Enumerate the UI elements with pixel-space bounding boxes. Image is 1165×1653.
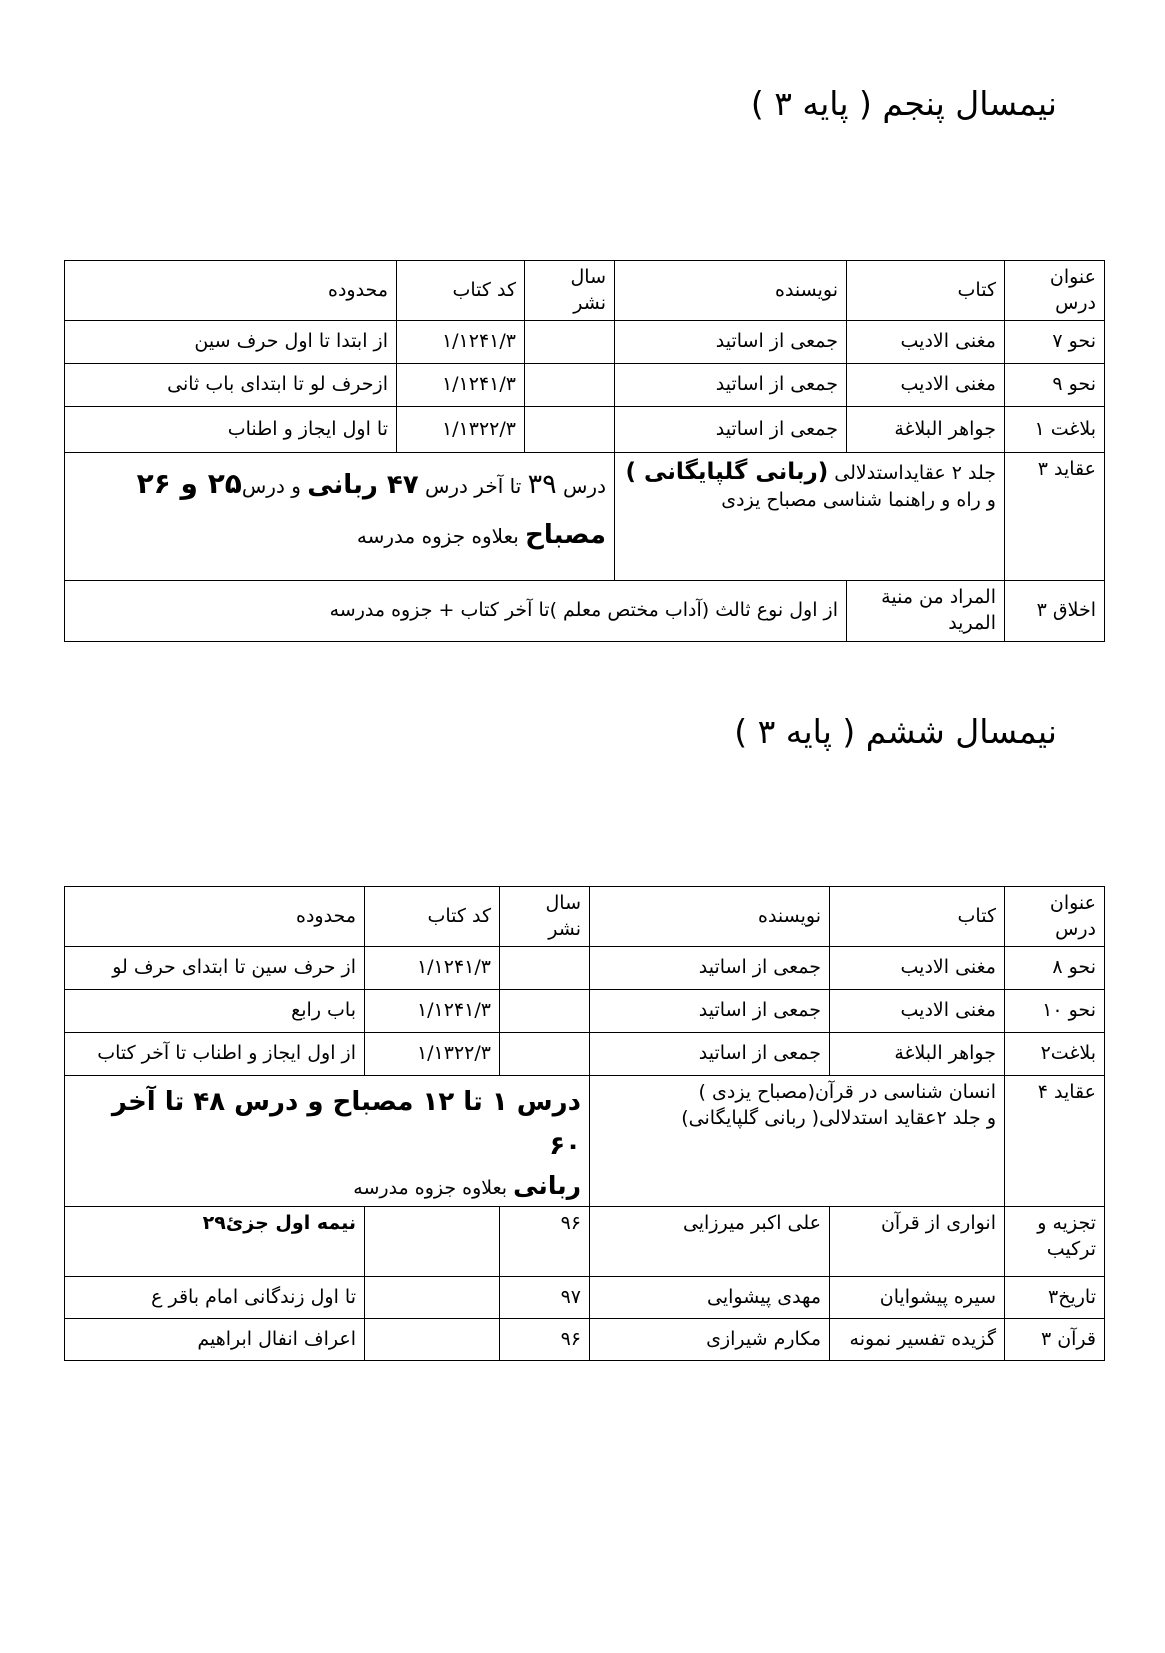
code-cell: ۱/۱۲۴۱/۳ [365,947,500,990]
book-cell: مغنی الادیب [830,990,1005,1033]
table-row-aqaid [65,453,1105,581]
range-cell [65,1076,590,1207]
table-row-akhlaq [65,581,1105,641]
header-code: کد کتاب [397,261,525,321]
book-cell: سیره پیشوایان [830,1277,1005,1319]
range-text: بعلاوه جزوه مدرسه [356,523,526,548]
header-year: سال نشر [500,887,590,947]
course-cell: نحو ۷ [1005,321,1105,364]
range-cell: اعراف انفال ابراهیم [65,1319,365,1361]
range-text: درس [556,474,606,499]
course-cell: قرآن ۳ [1005,1319,1105,1361]
header-range: محدوده [65,261,397,321]
year-cell [500,1033,590,1076]
range-cell: ازحرف لو تا ابتدای باب ثانی [65,364,397,407]
semester5-heading: نیمسال پنجم ( پایه ۳ ) [750,84,1057,123]
range-text: ۴۷ ربانی [307,470,419,501]
range-cell [65,453,615,581]
header-year: سال نشر [525,261,615,321]
book-cell: جواهر البلاغة [847,407,1005,453]
range-cell: تا اول ایجاز و اطناب [65,407,397,453]
book-cell [590,1076,1005,1207]
year-cell [525,364,615,407]
range-cell: نیمه اول جزئ۲۹ [65,1207,365,1277]
author-cell: مهدی پیشوایی [590,1277,830,1319]
code-cell: ۱/۱۳۲۲/۳ [365,1033,500,1076]
table-row [65,321,1105,364]
course-cell [1005,1207,1105,1277]
table-row [65,1207,1105,1277]
range-text: بعلاوه جزوه مدرسه [353,1176,514,1199]
year-cell: ۹۷ [500,1277,590,1319]
table-row [65,1033,1105,1076]
header-row [65,261,1105,321]
book-cell: المراد من منیة المرید [847,581,1005,641]
header-course: عنوان درس [1005,261,1105,321]
table-row [65,990,1105,1033]
course-text-line1: تجزیه و [1037,1212,1096,1235]
code-cell: ۱/۱۳۲۲/۳ [397,407,525,453]
course-cell: نحو ۸ [1005,947,1105,990]
course-cell: اخلاق ۳ [1005,581,1105,641]
range-cell: از اول نوع ثالث (آداب مختص معلم )تا آخر کتاب + جزوه مدرسه [65,581,847,641]
semester5-table [64,260,1105,642]
table-row [65,947,1105,990]
book-author-text: (ربانی گلپایگانی ) [625,459,829,486]
course-cell: تاریخ۳ [1005,1277,1105,1319]
course-cell: نحو ۱۰ [1005,990,1105,1033]
range-text: ۲۵ و ۲۶ [136,467,242,501]
code-cell [365,1319,500,1361]
book-cell: مغنی الادیب [847,364,1005,407]
author-cell: جمعی از اساتید [590,990,830,1033]
header-course: عنوان درس [1005,887,1105,947]
range-cell: از حرف سین تا ابتدای حرف لو [65,947,365,990]
range-text: مصباح [525,519,606,550]
header-author: نویسنده [590,887,830,947]
book-cell: گزیده تفسیر نمونه [830,1319,1005,1361]
range-cell: باب رابع [65,990,365,1033]
range-text: تا آخر درس [418,474,528,499]
year-cell: ۹۶ [500,1207,590,1277]
header-author: نویسنده [615,261,847,321]
range-cell: از اول ایجاز و اطناب تا آخر کتاب [65,1033,365,1076]
header-range: محدوده [65,887,365,947]
header-book: کتاب [830,887,1005,947]
table-row [65,364,1105,407]
book-text-line1: انسان شناسی در قرآن(مصباح یزدی ) [698,1081,996,1104]
book-text: جلد ۲ عقایداستدلالی [828,462,996,485]
course-cell: بلاغت۲ [1005,1033,1105,1076]
author-cell: جمعی از اساتید [615,407,847,453]
range-text-line1: درس ۱ تا ۱۲ مصباح و درس ۴۸ تا آخر ۶۰ [111,1087,581,1162]
range-cell: تا اول زندگانی امام باقر ع [65,1277,365,1319]
book-text-line2: و راه و راهنما شناسی مصباح یزدی [721,489,996,512]
header-book: کتاب [847,261,1005,321]
book-cell: جواهر البلاغة [830,1033,1005,1076]
book-text-line2: و جلد ۲عقاید استدلالی( ربانی گلپایگانی) [681,1106,996,1129]
year-cell: ۹۶ [500,1319,590,1361]
course-cell: عقاید ۴ [1005,1076,1105,1207]
header-code: کد کتاب [365,887,500,947]
book-cell: مغنی الادیب [830,947,1005,990]
semester6-heading: نیمسال ششم ( پایه ۳ ) [734,712,1057,751]
course-cell: بلاغت ۱ [1005,407,1105,453]
code-cell: ۱/۱۲۴۱/۳ [397,321,525,364]
semester6-table [64,886,1105,1361]
year-cell [500,990,590,1033]
code-cell: ۱/۱۲۴۱/۳ [397,364,525,407]
course-cell: نحو ۹ [1005,364,1105,407]
author-cell: جمعی از اساتید [615,321,847,364]
table-row [65,1319,1105,1361]
range-text: ربانی [513,1170,581,1200]
author-cell: جمعی از اساتید [615,364,847,407]
author-cell: مکارم شیرازی [590,1319,830,1361]
author-cell: جمعی از اساتید [590,947,830,990]
course-cell: عقاید ۳ [1005,453,1105,581]
range-text: و درس [241,474,308,499]
code-cell [365,1277,500,1319]
book-cell: انواری از قرآن [830,1207,1005,1277]
year-cell [525,321,615,364]
course-text-line2: ترکیب [1046,1238,1096,1261]
range-text: ۳۹ [527,469,557,501]
code-cell [365,1207,500,1277]
book-cell: مغنی الادیب [847,321,1005,364]
header-row [65,887,1105,947]
book-cell [615,453,1005,581]
year-cell [500,947,590,990]
range-cell: از ابتدا تا اول حرف سین [65,321,397,364]
code-cell: ۱/۱۲۴۱/۳ [365,990,500,1033]
table-row [65,407,1105,453]
table-row [65,1277,1105,1319]
table-row-aqaid [65,1076,1105,1207]
author-cell: علی اکبر میرزایی [590,1207,830,1277]
year-cell [525,407,615,453]
author-cell: جمعی از اساتید [590,1033,830,1076]
